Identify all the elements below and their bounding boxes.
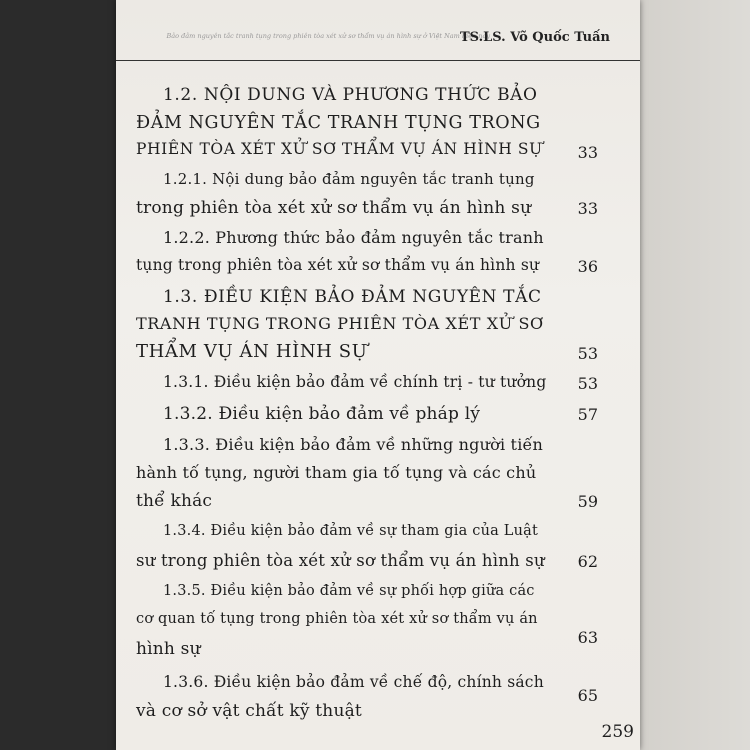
toc-entry-1-3-6-page: 65 — [577, 686, 598, 705]
toc-entry-1-2-1-line-1: 1.2.1. Nội dung bảo đảm nguyên tắc tranh tụng — [163, 170, 535, 188]
toc-entry-1-3-1-line-1: 1.3.1. Điều kiện bảo đảm về chính trị - tư tưởng — [163, 373, 547, 391]
book-page — [116, 0, 640, 750]
toc-entry-1-3-3-page: 59 — [577, 492, 598, 511]
toc-entry-1-3-6-line-2: và cơ sở vật chất kỹ thuật — [136, 701, 362, 721]
toc-entry-1-3-page: 53 — [577, 344, 598, 363]
toc-entry-1-2-1-page: 33 — [577, 199, 598, 218]
author-name: TS.LS. Võ Quốc Tuấn — [459, 30, 610, 45]
toc-entry-1-3-2-line-1: 1.3.2. Điều kiện bảo đảm về pháp lý — [163, 404, 481, 424]
toc-entry-1-2-2-line-2: tụng trong phiên tòa xét xử sơ thẩm vụ án hình sự — [136, 256, 540, 274]
toc-entry-1-3-5-line-1: 1.3.5. Điều kiện bảo đảm về sự phối hợp giữa các — [163, 583, 535, 599]
toc-entry-1-3-3-line-3: thể khác — [136, 491, 213, 511]
toc-entry-1-3-3-line-2: hành tố tụng, người tham gia tố tụng và các chủ — [136, 463, 537, 482]
toc-entry-1-3-2-page: 57 — [577, 405, 598, 424]
toc-entry-1-3-line-3: THẨM VỤ ÁN HÌNH SỰ — [136, 341, 368, 362]
table-of-contents — [116, 0, 640, 750]
toc-entry-1-3-line-1: 1.3. ĐIỀU KIỆN BẢO ĐẢM NGUYÊN TẮC — [163, 287, 542, 307]
toc-entry-1-3-line-2: TRANH TỤNG TRONG PHIÊN TÒA XÉT XỬ SƠ — [136, 314, 544, 333]
toc-entry-1-3-4-line-1: 1.3.4. Điều kiện bảo đảm về sự tham gia của Luật — [163, 523, 539, 539]
toc-entry-1-2-page: 33 — [577, 143, 598, 162]
toc-entry-1-3-5-line-2: cơ quan tố tụng trong phiên tòa xét xử sơ thẩm vụ án — [136, 611, 538, 627]
toc-entry-1-3-4-line-2: sư trong phiên tòa xét xử sơ thẩm vụ án hình sự — [136, 551, 545, 570]
toc-entry-1-3-3-line-1: 1.3.3. Điều kiện bảo đảm về những người tiến — [163, 435, 544, 454]
toc-entry-1-3-5-line-3: hình sự — [136, 639, 201, 659]
adjacent-page — [640, 0, 750, 750]
running-title: Bảo đảm nguyên tắc tranh tụng trong phiên tòa xét xử sơ thẩm vụ án hình sự ở Việt Nam hiện nay — [166, 32, 490, 40]
toc-entry-1-2-2-page: 36 — [577, 257, 598, 276]
toc-entry-1-3-4-page: 62 — [577, 552, 598, 571]
toc-entry-1-3-1-page: 53 — [577, 374, 598, 393]
toc-entry-1-2-line-2: ĐẢM NGUYÊN TẮC TRANH TỤNG TRONG — [136, 113, 541, 133]
page-number: 259 — [601, 722, 634, 742]
toc-entry-1-3-6-line-1: 1.3.6. Điều kiện bảo đảm về chế độ, chính sách — [163, 673, 544, 691]
toc-entry-1-2-2-line-1: 1.2.2. Phương thức bảo đảm nguyên tắc tranh — [163, 228, 544, 247]
toc-entry-1-2-line-1: 1.2. NỘI DUNG VÀ PHƯƠNG THỨC BẢO — [163, 85, 538, 105]
toc-entry-1-3-5-page: 63 — [577, 628, 598, 647]
toc-entry-1-2-1-line-2: trong phiên tòa xét xử sơ thẩm vụ án hình sự — [136, 198, 532, 218]
toc-entry-1-2-line-3: PHIÊN TÒA XÉT XỬ SƠ THẨM VỤ ÁN HÌNH SỰ — [136, 140, 543, 158]
